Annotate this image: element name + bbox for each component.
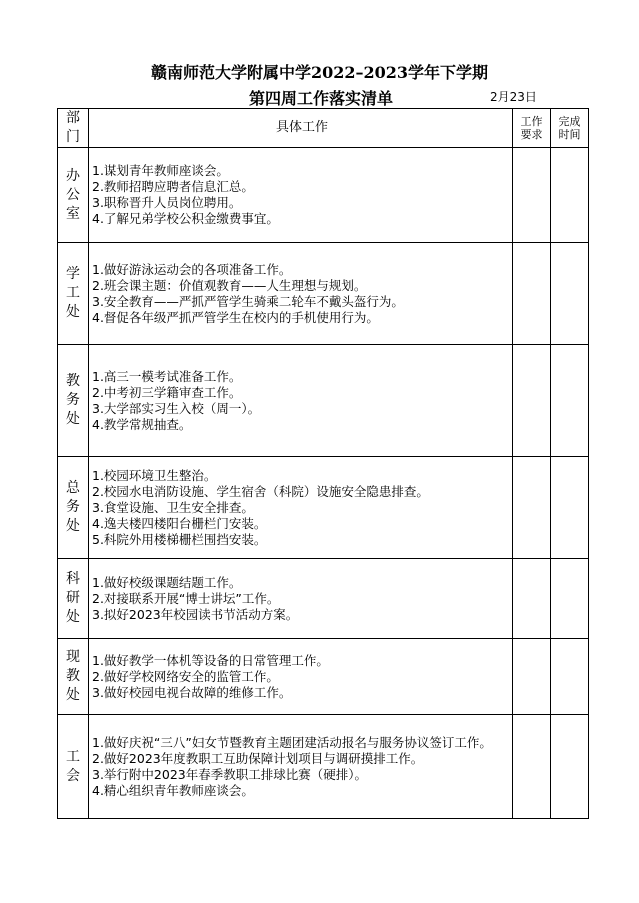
dept-cell: 学 工 处 bbox=[58, 243, 89, 345]
work-item: 2.对接联系开展“博士讲坛”工作。 bbox=[92, 590, 280, 606]
work-item: 2.做好学校网络安全的监管工作。 bbox=[92, 668, 279, 684]
work-item: 2.做好2023年度教职工互助保障计划项目与调研摸排工作。 bbox=[92, 750, 424, 766]
requirement-cell bbox=[513, 559, 551, 639]
work-item: 4.了解兄弟学校公积金缴费事宜。 bbox=[92, 211, 279, 226]
dept-cell: 现 教 处 bbox=[58, 639, 89, 715]
table-row bbox=[58, 559, 589, 639]
work-item: 3.举行附中2023年春季教职工排球比赛（硬排）。 bbox=[92, 766, 367, 782]
work-item: 4.精心组织青年教师座谈会。 bbox=[92, 782, 254, 798]
work-item: 1.做好校级课题结题工作。 bbox=[92, 574, 242, 590]
completion-time-cell bbox=[551, 559, 589, 639]
table-header-row bbox=[58, 109, 589, 148]
header-work: 具体工作 bbox=[89, 109, 513, 148]
completion-time-cell bbox=[551, 345, 589, 457]
work-cell bbox=[89, 639, 513, 715]
work-table bbox=[57, 108, 589, 819]
table-row bbox=[58, 243, 589, 345]
work-item: 4.逸夫楼四楼阳台栅栏门安装。 bbox=[92, 515, 267, 531]
work-cell bbox=[89, 345, 513, 457]
work-item: 3.大学部实习生入校（周一）。 bbox=[92, 400, 261, 416]
dept-cell: 工 会 bbox=[58, 715, 89, 819]
work-item: 1.高三一模考试准备工作。 bbox=[92, 368, 242, 384]
date-label: 2月23日 bbox=[490, 90, 537, 104]
table-row bbox=[58, 345, 589, 457]
work-item: 2.中考初三学籍审查工作。 bbox=[92, 384, 242, 400]
table-row bbox=[58, 148, 589, 243]
requirement-cell bbox=[513, 715, 551, 819]
header-dept: 部 门 bbox=[58, 109, 89, 148]
work-cell bbox=[89, 559, 513, 639]
completion-time-cell bbox=[551, 639, 589, 715]
dept-cell: 办 公 室 bbox=[58, 148, 89, 243]
dept-cell: 教 务 处 bbox=[58, 345, 89, 457]
table-row bbox=[58, 639, 589, 715]
requirement-cell bbox=[513, 148, 551, 243]
work-item: 1.做好庆祝“三八”妇女节暨教育主题团建活动报名与服务协议签订工作。 bbox=[92, 734, 492, 750]
work-item: 2.班会课主题：价值观教育——人生理想与规划。 bbox=[92, 277, 367, 293]
table-body bbox=[58, 148, 589, 819]
work-cell bbox=[89, 715, 513, 819]
work-item: 1.校园环境卫生整治。 bbox=[92, 467, 217, 483]
work-item: 2.校园水电消防设施、学生宿舍（科院）设施安全隐患排查。 bbox=[92, 483, 429, 499]
work-cell bbox=[89, 243, 513, 345]
requirement-cell bbox=[513, 639, 551, 715]
work-item: 3.食堂设施、卫生安全排查。 bbox=[92, 499, 254, 515]
table-row bbox=[58, 715, 589, 819]
document-subtitle: 第四周工作落实清单 bbox=[249, 89, 394, 108]
completion-time-cell bbox=[551, 243, 589, 345]
work-item: 3.职称晋升人员岗位聘用。 bbox=[92, 195, 242, 210]
header-requirement: 工作 要求 bbox=[513, 109, 551, 148]
dept-cell: 科 研 处 bbox=[58, 559, 89, 639]
work-item: 1.做好游泳运动会的各项准备工作。 bbox=[92, 261, 292, 277]
work-cell bbox=[89, 148, 513, 243]
work-item: 1.谋划青年教师座谈会。 bbox=[92, 163, 229, 178]
completion-time-cell bbox=[551, 457, 589, 559]
work-item: 1.做好教学一体机等设备的日常管理工作。 bbox=[92, 652, 329, 668]
requirement-cell bbox=[513, 457, 551, 559]
work-item: 3.拟好2023年校园读书节活动方案。 bbox=[92, 606, 299, 622]
completion-time-cell bbox=[551, 148, 589, 243]
work-item: 4.教学常规抽查。 bbox=[92, 416, 192, 432]
work-item: 2.教师招聘应聘者信息汇总。 bbox=[92, 179, 254, 194]
table-row bbox=[58, 457, 589, 559]
completion-time-cell bbox=[551, 715, 589, 819]
header-completion-time: 完成 时间 bbox=[551, 109, 589, 148]
work-cell bbox=[89, 457, 513, 559]
work-item: 3.安全教育——严抓严管学生骑乘二轮车不戴头盔行为。 bbox=[92, 293, 404, 309]
work-item: 5.科院外用楼梯栅栏围挡安装。 bbox=[92, 531, 267, 547]
document-title: 赣南师范大学附属中学2022–2023学年下学期 bbox=[150, 63, 489, 82]
requirement-cell bbox=[513, 243, 551, 345]
requirement-cell bbox=[513, 345, 551, 457]
work-item: 4.督促各年级严抓严管学生在校内的手机使用行为。 bbox=[92, 309, 379, 325]
dept-cell: 总 务 处 bbox=[58, 457, 89, 559]
work-item: 3.做好校园电视台故障的维修工作。 bbox=[92, 684, 292, 700]
